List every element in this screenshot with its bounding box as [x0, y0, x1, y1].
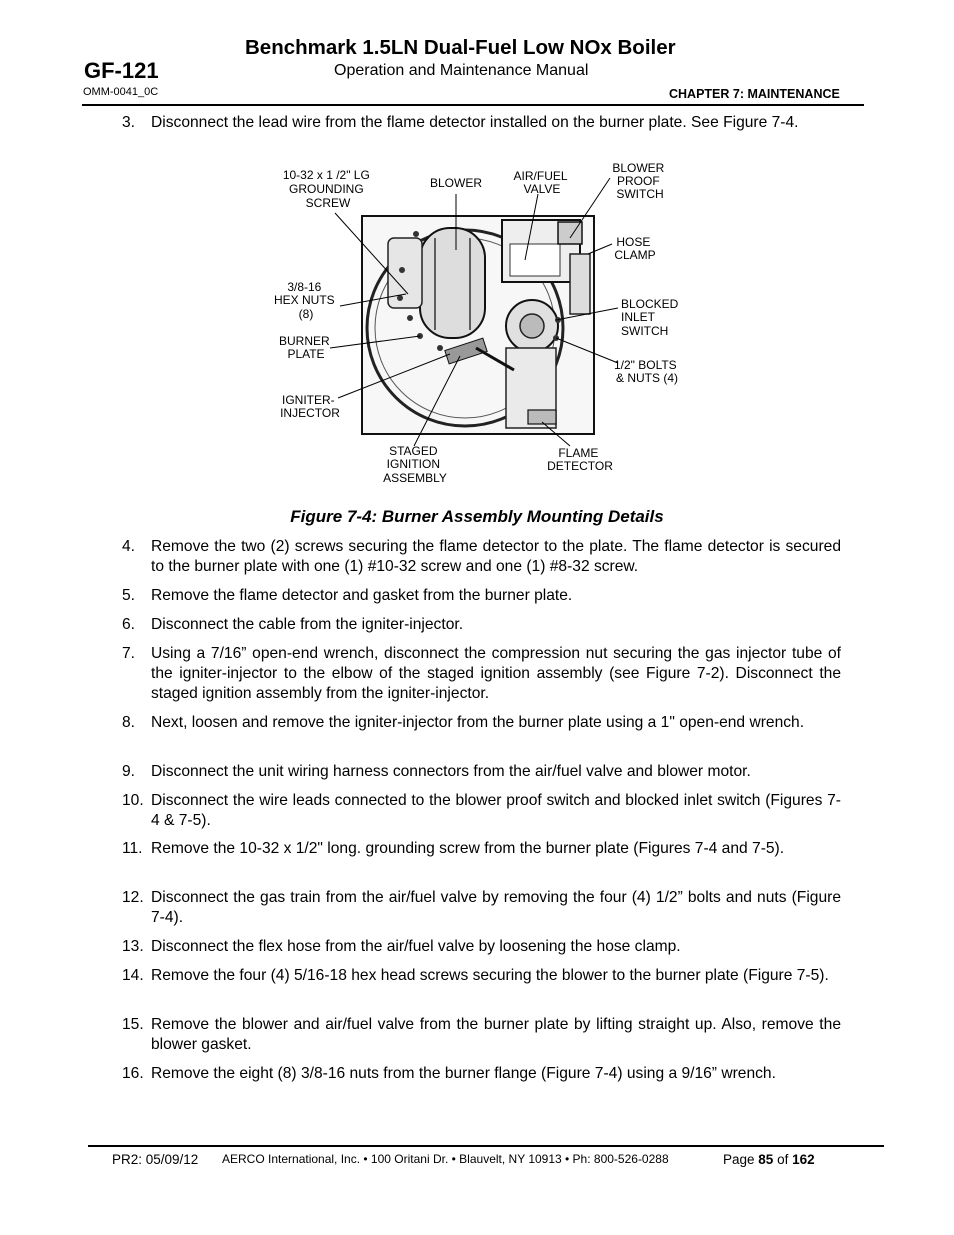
step-text: Disconnect the flex hose from the air/fuel valve by loosening the hose clamp.	[151, 938, 681, 955]
step-text: Remove the blower and air/fuel valve from the burner plate by lifting straight up. Also, remove the blower gasket.	[151, 1016, 841, 1053]
step-6	[122, 615, 841, 635]
step-number: 3.	[122, 114, 136, 131]
step-number: 5.	[122, 587, 136, 604]
label-air-fuel-valve: AIR/FUEL VALVE	[513, 169, 568, 196]
label-blocked-inlet-switch: BLOCKED INLET SWITCH	[621, 297, 679, 338]
header-divider	[82, 104, 864, 106]
step-text: Remove the eight (8) 3/8-16 nuts from the burner flange (Figure 7-4) using a 9/16” wrench.	[151, 1065, 776, 1082]
step-7	[122, 644, 841, 704]
step-number: 14.	[122, 967, 144, 984]
burner-photo	[362, 216, 594, 434]
label-blower: BLOWER	[429, 176, 483, 190]
step-number: 8.	[122, 714, 136, 731]
step-number: 9.	[122, 763, 136, 780]
step-text: Remove the flame detector and gasket from the burner plate.	[151, 587, 573, 604]
step-9	[122, 762, 841, 782]
document-title: Benchmark 1.5LN Dual-Fuel Low NOx Boiler	[245, 36, 676, 59]
footer-revision: PR2: 05/09/12	[112, 1152, 199, 1167]
step-10	[122, 791, 841, 831]
document-code: GF-121	[84, 58, 159, 83]
step-15	[122, 1015, 841, 1055]
step-text: Disconnect the gas train from the air/fuel valve by removing the four (4) 1/2” bolts and nuts (Figure 7-4).	[151, 889, 841, 926]
label-blower-proof-switch: BLOWER PROOF SWITCH	[612, 161, 665, 201]
label-grounding-screw: 10-32 x 1 /2" LG GROUNDING SCREW	[282, 168, 370, 210]
step-number: 13.	[122, 938, 144, 955]
footer-address: AERCO International, Inc. • 100 Oritani Dr. • Blauvelt, NY 10913 • Ph: 800-526-0288	[222, 1152, 669, 1166]
step-text: Disconnect the lead wire from the flame detector installed on the burner plate. See Figure 7-4.	[151, 114, 799, 131]
label-hex-nuts: 3/8-16 HEX NUTS (8)	[273, 280, 335, 321]
step-3	[122, 113, 841, 133]
step-8	[122, 713, 841, 733]
page-prefix: Page	[723, 1152, 759, 1167]
label-hose-clamp: HOSE CLAMP	[614, 235, 656, 262]
step-4	[122, 537, 841, 577]
step-number: 7.	[122, 645, 136, 662]
step-text: Remove the two (2) screws securing the flame detector to the plate. The flame detector is secured to the burner plate with one (1) #10-32 screw and one (1) #8-32 screw.	[151, 538, 841, 575]
step-number: 12.	[122, 889, 144, 906]
page-total: 162	[792, 1152, 815, 1167]
step-text: Using a 7/16” open-end wrench, disconnect the compression nut securing the gas injector tube of the igniter-injector to the elbow of the staged ignition assembly (see Figure 7-2). Disconnect the staged ignition assembly from the igniter-injector.	[151, 645, 841, 702]
step-13	[122, 937, 841, 957]
footer-page-number	[723, 1152, 815, 1167]
label-burner-plate: BURNER PLATE	[278, 334, 330, 361]
step-number: 11.	[122, 840, 143, 857]
label-staged-ignition-assembly: STAGED IGNITION ASSEMBLY	[383, 444, 447, 485]
document-number: OMM-0041_0C	[83, 86, 159, 98]
step-text: Disconnect the unit wiring harness connectors from the air/fuel valve and blower motor.	[151, 763, 751, 780]
step-text: Disconnect the cable from the igniter-injector.	[151, 616, 464, 633]
step-number: 10.	[122, 792, 144, 809]
step-text: Remove the 10-32 x 1/2" long. grounding screw from the burner plate (Figures 7-4 and 7-5).	[151, 840, 785, 857]
page-current: 85	[758, 1152, 774, 1167]
label-flame-detector: FLAME DETECTOR	[547, 446, 613, 473]
step-text: Remove the four (4) 5/16-18 hex head screws securing the blower to the burner plate (Figure 7-5).	[151, 967, 829, 984]
document-subtitle: Operation and Maintenance Manual	[334, 62, 589, 79]
burner-assembly-figure	[270, 158, 690, 498]
step-number: 15.	[122, 1016, 144, 1033]
footer-divider	[88, 1145, 884, 1147]
step-5	[122, 586, 841, 606]
page-of: of	[773, 1152, 793, 1167]
step-number: 6.	[122, 616, 136, 633]
figure-caption: Figure 7-4: Burner Assembly Mounting Details	[290, 507, 664, 526]
chapter-label: CHAPTER 7: MAINTENANCE	[669, 87, 840, 101]
step-12	[122, 888, 841, 928]
step-number: 4.	[122, 538, 136, 555]
step-number: 16.	[122, 1065, 144, 1082]
step-text: Next, loosen and remove the igniter-injector from the burner plate using a 1" open-end wrench.	[151, 714, 805, 731]
step-14	[122, 966, 841, 986]
step-text: Disconnect the wire leads connected to the blower proof switch and blocked inlet switch (Figures 7-4 & 7-5).	[151, 792, 841, 829]
label-bolts-nuts: 1/2" BOLTS & NUTS (4)	[613, 358, 679, 385]
step-16	[122, 1064, 841, 1084]
step-11	[122, 839, 841, 859]
label-igniter-injector: IGNITER- INJECTOR	[280, 393, 340, 420]
